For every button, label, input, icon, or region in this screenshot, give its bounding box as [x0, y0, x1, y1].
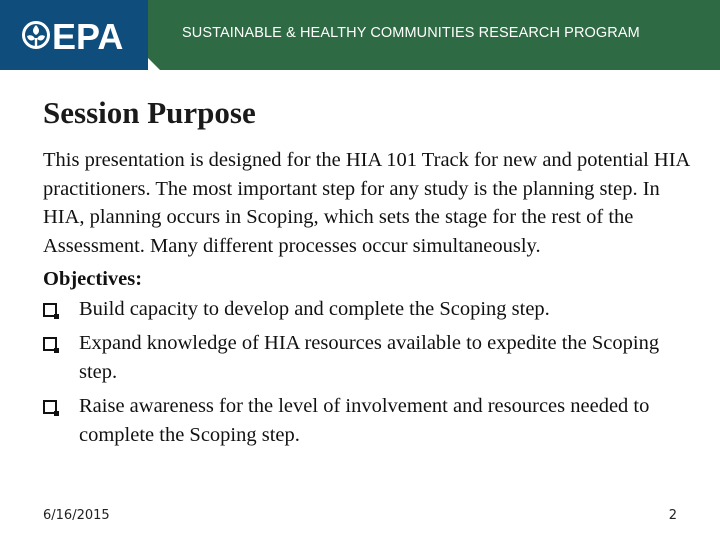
- banner-corner: [130, 58, 160, 74]
- svg-text:EPA: EPA: [52, 18, 124, 52]
- checkbox-bullet-icon: [43, 337, 57, 351]
- objective-item: [43, 295, 693, 325]
- objective-text: Raise awareness for the level of involvement and resources needed to complete the Scoping step.: [79, 394, 650, 447]
- epa-logo-icon: [22, 18, 126, 52]
- epa-logo: [0, 0, 148, 70]
- purpose-paragraph: This presentation is designed for the HIA 101 Track for new and potential HIA practitioners. The most important step for any study is the planning step. In HIA, planning occurs in Scoping, which sets the stage for the rest of the Assessment. Many different processes occur simultaneously.: [43, 149, 690, 257]
- objective-item: [43, 329, 693, 388]
- page-number: 2: [668, 508, 677, 523]
- objective-text: Expand knowledge of HIA resources available to expedite the Scoping step.: [79, 331, 660, 384]
- header-banner: [0, 0, 720, 70]
- checkbox-bullet-icon: [43, 303, 57, 317]
- checkbox-bullet-icon: [43, 400, 57, 414]
- program-title: SUSTAINABLE & HEALTHY COMMUNITIES RESEARCH PROGRAM: [182, 25, 640, 41]
- slide-body: [43, 146, 693, 451]
- footer-date: 6/16/2015: [43, 508, 110, 523]
- slide-title: Session Purpose: [43, 95, 256, 130]
- objectives-heading: Objectives:: [43, 268, 143, 291]
- objective-text: Build capacity to develop and complete the Scoping step.: [79, 298, 550, 321]
- objective-item: [43, 392, 693, 451]
